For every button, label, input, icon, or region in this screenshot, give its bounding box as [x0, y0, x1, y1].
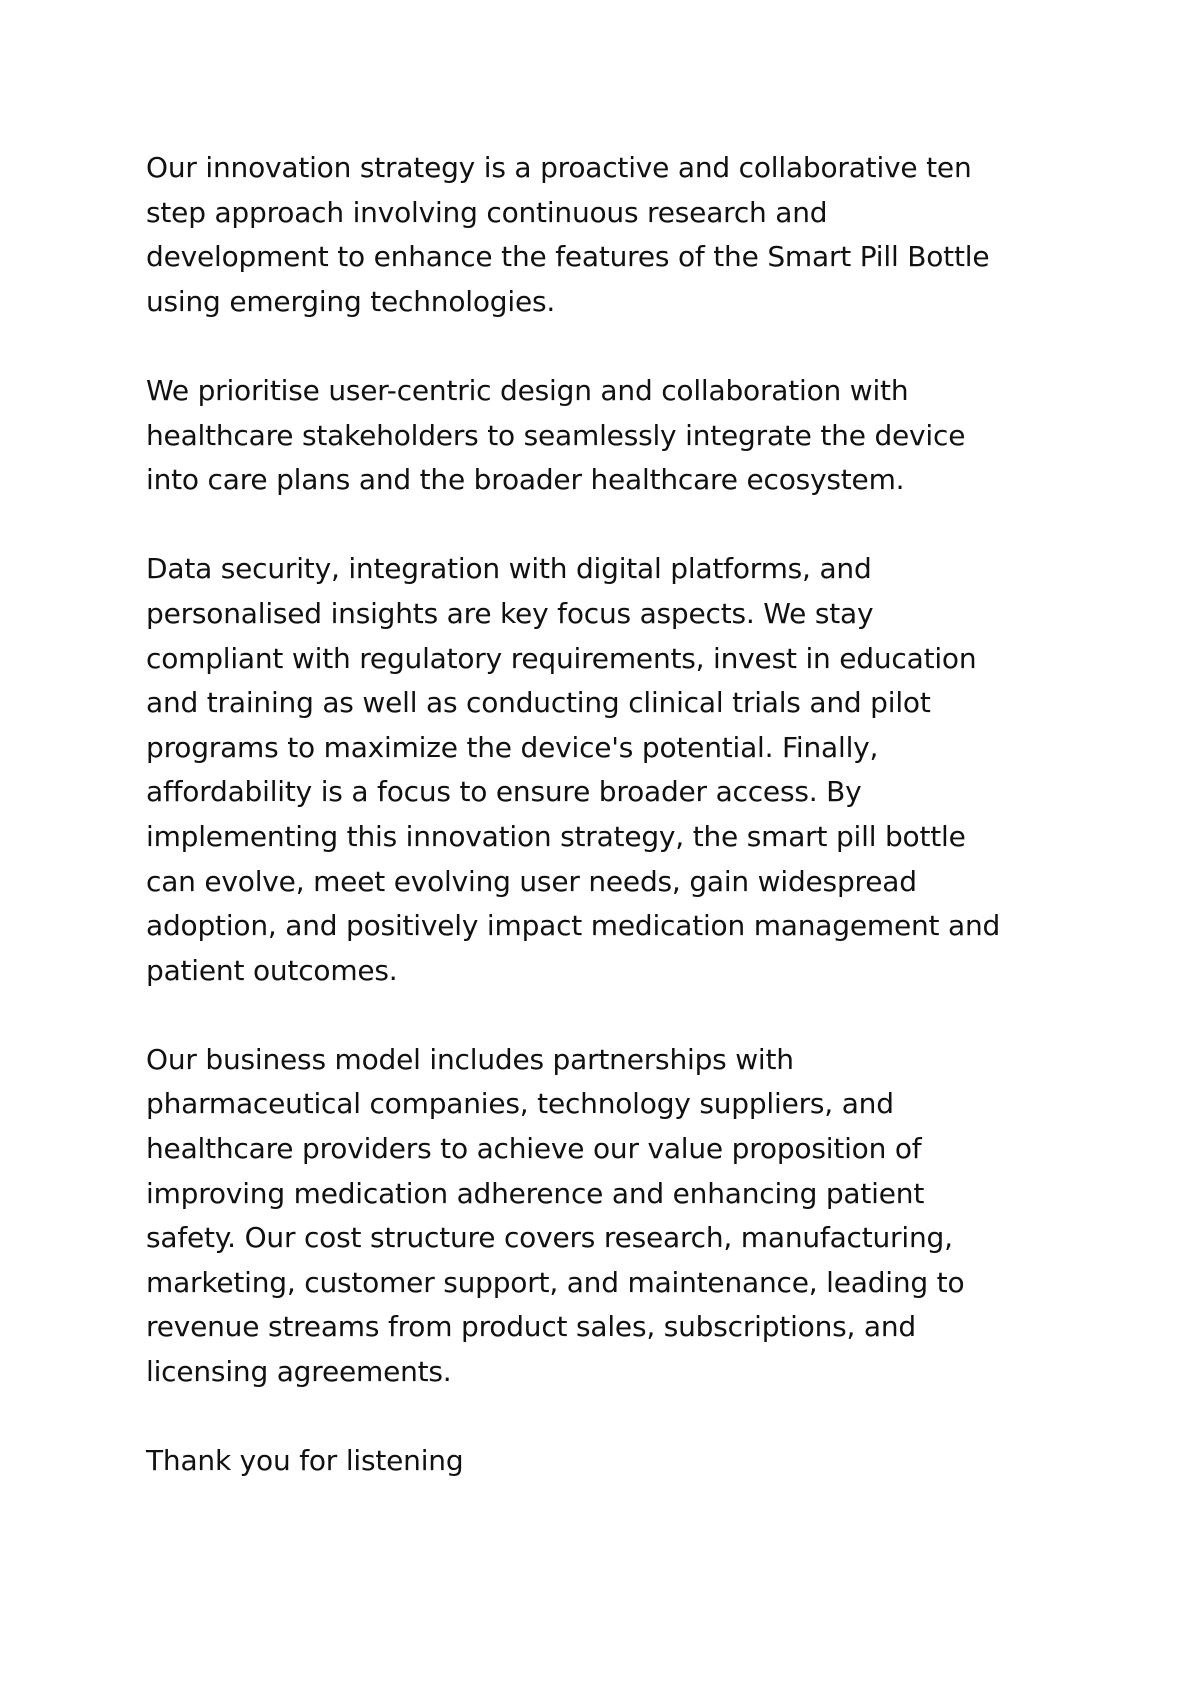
text-line: patient outcomes. [146, 953, 398, 987]
text-line: compliant with regulatory requirements, invest in education [146, 641, 977, 675]
text-line: adoption, and positively impact medication management and [146, 909, 1001, 943]
text-line: marketing, customer support, and maintenance, leading to [146, 1265, 965, 1299]
text-line: development to enhance the features of the Smart Pill Bottle [146, 240, 990, 274]
text-line: healthcare providers to achieve our value proposition of [146, 1132, 922, 1166]
paragraph-innovation-strategy [146, 146, 1076, 324]
text-line: licensing agreements. [146, 1355, 452, 1389]
paragraph-user-centric-design [146, 369, 1076, 503]
text-line: improving medication adherence and enhancing patient [146, 1176, 925, 1210]
document-body [146, 146, 1076, 1484]
text-line: healthcare stakeholders to seamlessly integrate the device [146, 418, 966, 452]
text-line: personalised insights are key focus aspects. We stay [146, 596, 874, 630]
text-line: into care plans and the broader healthcare ecosystem. [146, 463, 905, 497]
text-line: implementing this innovation strategy, the smart pill bottle [146, 819, 966, 853]
text-line: Our innovation strategy is a proactive and collaborative ten [146, 151, 972, 184]
text-line: Thank you for listening [146, 1444, 464, 1478]
text-line: programs to maximize the device's potential. Finally, [146, 730, 879, 764]
text-line: Data security, integration with digital platforms, and [146, 552, 872, 586]
text-line: affordability is a focus to ensure broader access. By [146, 775, 862, 809]
text-line: We prioritise user-centric design and collaboration with [146, 373, 909, 407]
text-line: can evolve, meet evolving user needs, gain widespread [146, 864, 917, 898]
text-line: Our business model includes partnerships with [146, 1042, 794, 1076]
paragraph-business-model [146, 1038, 1076, 1395]
text-line: step approach involving continuous research and [146, 195, 828, 229]
text-line: revenue streams from product sales, subscriptions, and [146, 1310, 917, 1344]
text-line: and training as well as conducting clinical trials and pilot [146, 686, 931, 720]
paragraph-data-security [146, 547, 1076, 993]
text-line: using emerging technologies. [146, 284, 556, 318]
closing-line [146, 1439, 1076, 1484]
text-line: pharmaceutical companies, technology suppliers, and [146, 1087, 894, 1121]
text-line: safety. Our cost structure covers research, manufacturing, [146, 1221, 953, 1255]
